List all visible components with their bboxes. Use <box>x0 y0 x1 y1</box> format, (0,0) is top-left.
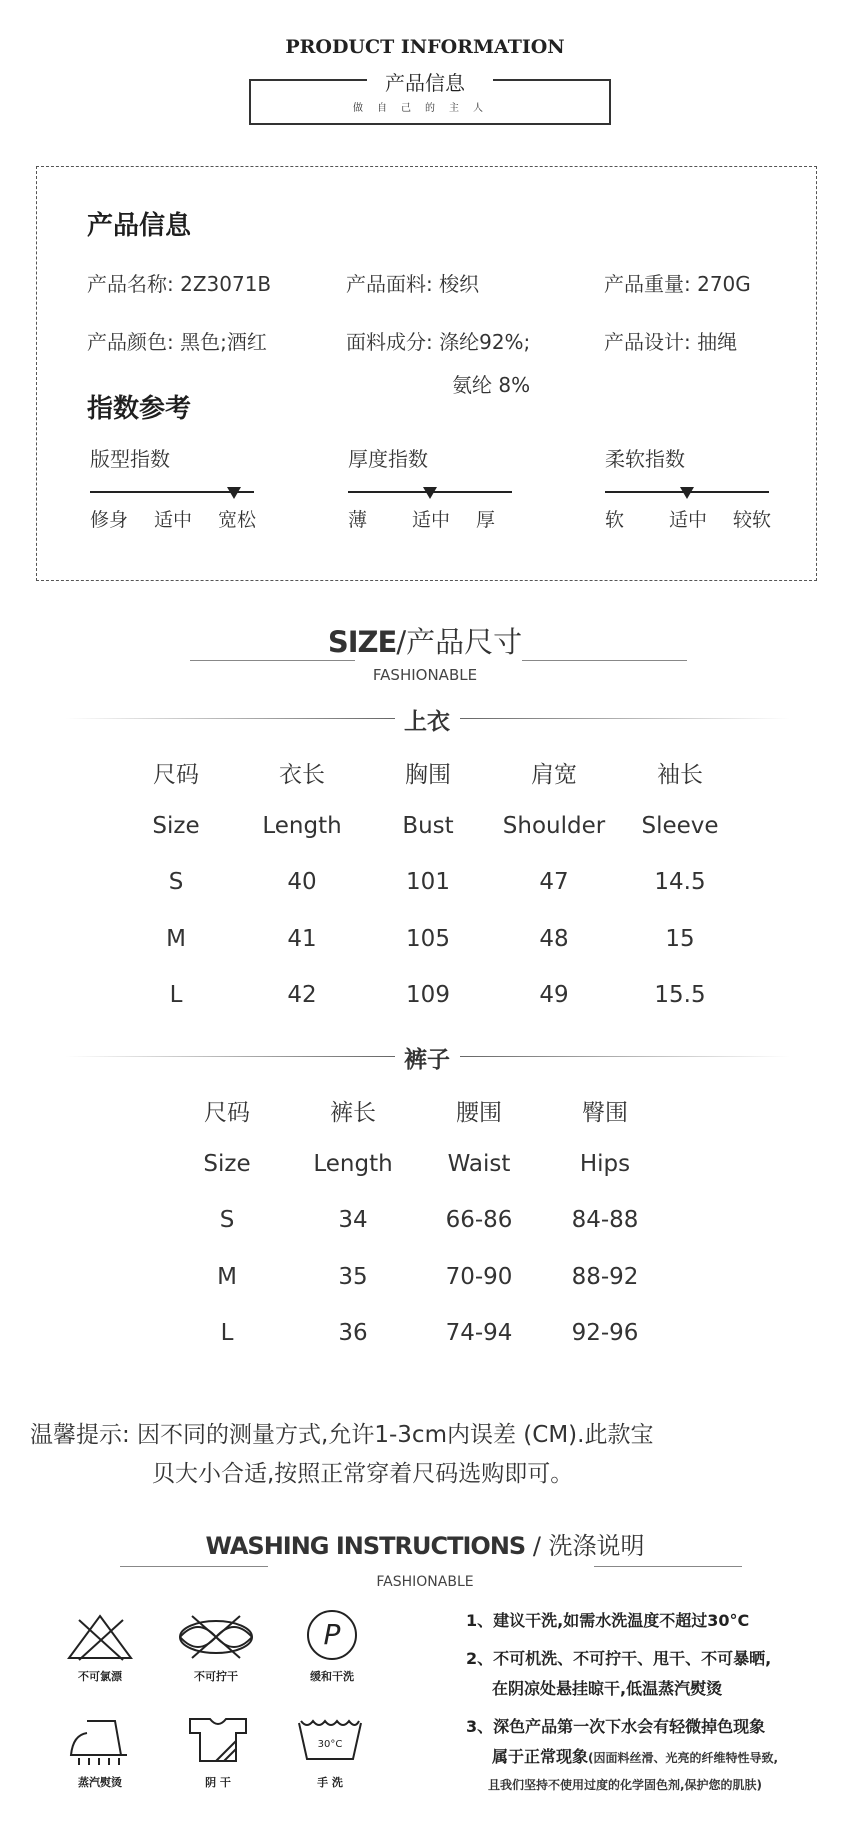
top-table-cell: 47 <box>539 869 569 895</box>
pants-table-cell: L <box>220 1320 234 1346</box>
info-field-color: 产品颜色: 黑色;酒红 <box>87 330 267 354</box>
index-scale-label: 较软 <box>733 509 772 531</box>
top-table-cell: 48 <box>539 925 569 952</box>
shade-dry-icon <box>186 1715 250 1765</box>
info-field-weight: 产品重量: 270G <box>604 272 751 296</box>
index-scale-label: 厚 <box>476 509 496 531</box>
wash-note-1: 1、建议干洗,如需水洗温度不超过30°C <box>466 1611 750 1630</box>
pants-table-cell: 66-86 <box>445 1207 513 1233</box>
top-header-cn-cell: 尺码 <box>153 762 199 788</box>
wash-note-3b: 属于正常现象(因面料丝滑、光亮的纤维特性导致, <box>492 1747 779 1766</box>
top-header-cn-cell: 袖长 <box>657 762 703 788</box>
hand-wash-icon <box>295 1715 365 1765</box>
top-header-cn-cell: 衣长 <box>279 762 325 788</box>
dry-clean-label: 缓和干洗 <box>310 1670 354 1683</box>
top-divider-left <box>65 718 395 719</box>
top-table-cell: 41 <box>287 925 317 952</box>
info-field-name: 产品名称: 2Z3071B <box>87 272 272 296</box>
top-table-cell: 105 <box>406 925 450 952</box>
pants-header-en-cell: Hips <box>579 1150 631 1177</box>
index-marker-2 <box>423 487 437 499</box>
index-scale-label: 适中 <box>412 509 451 531</box>
shade-dry-label: 阴 干 <box>205 1776 231 1789</box>
index-title-3: 柔软指数 <box>605 447 685 471</box>
top-category-label: 上衣 <box>404 709 450 735</box>
index-marker-3 <box>680 487 694 499</box>
wash-note-2b: 在阴凉处悬挂晾干,低温蒸汽熨烫 <box>492 1679 723 1698</box>
pants-divider-left <box>65 1056 395 1057</box>
info-field-composition: 面料成分: 涤纶92%; <box>346 330 531 354</box>
top-table-cell: 15 <box>665 925 695 952</box>
top-table-cell: 40 <box>287 869 317 895</box>
index-marker-1 <box>227 487 241 499</box>
tip-line-2: 贝大小合适,按照正常穿着尺码选购即可。 <box>152 1461 574 1487</box>
top-table-cell: S <box>168 869 184 895</box>
wash-note-2a: 2、不可机洗、不可拧干、甩干、不可暴晒, <box>466 1649 772 1668</box>
header-slogan: 做自己的主人 <box>353 103 497 114</box>
header-title-cn: 产品信息 <box>385 71 465 95</box>
pants-header-cn-cell: 臀围 <box>582 1100 628 1126</box>
info-field-composition-extra: 氨纶 8% <box>452 373 531 397</box>
pants-table-cell: S <box>219 1207 235 1233</box>
top-header-cn-cell: 肩宽 <box>531 762 577 788</box>
top-header-en-cell: Shoulder <box>502 812 606 839</box>
index-scale-label: 软 <box>605 509 625 531</box>
size-section-subtitle: FASHIONABLE <box>372 666 478 684</box>
index-scale-label: 宽松 <box>218 509 257 531</box>
pants-table-cell: 70-90 <box>445 1263 513 1290</box>
size-title-line-left <box>190 660 355 661</box>
pants-table-cell: 92-96 <box>571 1320 639 1346</box>
index-scale-label: 修身 <box>90 509 129 531</box>
pants-category-label: 裤子 <box>404 1047 450 1073</box>
top-table-cell: M <box>166 925 186 952</box>
pants-table-cell: 36 <box>338 1320 368 1346</box>
pants-header-en-cell: Waist <box>447 1150 511 1177</box>
size-section-title: SIZE/产品尺寸 <box>327 625 523 659</box>
no-wring-label: 不可拧干 <box>194 1670 238 1683</box>
info-field-fabric: 产品面料: 梭织 <box>346 272 480 296</box>
top-header-en-cell: Length <box>262 812 342 839</box>
pants-header-cn-cell: 腰围 <box>456 1100 502 1126</box>
no-bleach-label: 不可氯漂 <box>78 1670 122 1683</box>
top-header-cn-cell: 胸围 <box>405 762 451 788</box>
dry-clean-icon: P <box>307 1610 357 1660</box>
top-header-en-cell: Bust <box>402 812 454 839</box>
pants-table-cell: 35 <box>338 1263 368 1290</box>
index-scale-label: 薄 <box>348 509 368 531</box>
index-scale-label: 适中 <box>669 509 708 531</box>
top-table-cell: 15.5 <box>654 982 706 1008</box>
top-table-cell: 42 <box>287 982 317 1008</box>
size-title-line-right <box>522 660 687 661</box>
pants-header-en-cell: Size <box>203 1150 251 1177</box>
pants-table-cell: 88-92 <box>571 1263 639 1290</box>
steam-iron-icon <box>65 1715 135 1765</box>
top-header-en-cell: Sleeve <box>641 812 719 839</box>
wash-note-3a: 3、深色产品第一次下水会有轻微掉色现象 <box>466 1717 766 1736</box>
top-divider-right <box>460 718 790 719</box>
wash-note-3c: 且我们坚持不使用过度的化学固色剂,保护您的肌肤) <box>488 1778 763 1792</box>
top-table-cell: L <box>169 982 183 1008</box>
no-bleach-icon <box>65 1612 135 1662</box>
washing-subtitle: FASHIONABLE <box>376 1574 474 1590</box>
index-title-1: 版型指数 <box>90 447 170 471</box>
info-heading: 产品信息 <box>87 211 192 241</box>
pants-divider-right <box>460 1056 790 1057</box>
wash-line-right <box>594 1566 742 1567</box>
index-scale-label: 适中 <box>154 509 193 531</box>
washing-title: WASHING INSTRUCTIONS / 洗涤说明 <box>205 1532 645 1560</box>
index-title-2: 厚度指数 <box>348 447 428 471</box>
pants-header-cn-cell: 裤长 <box>330 1100 376 1126</box>
steam-iron-label: 蒸汽熨烫 <box>78 1776 122 1789</box>
pants-table-cell: 74-94 <box>445 1320 513 1346</box>
hand-wash-label: 手 洗 <box>317 1776 343 1789</box>
top-table-cell: 109 <box>406 982 450 1008</box>
svg-text:30°C: 30°C <box>317 1739 343 1750</box>
top-header-en-cell: Size <box>152 812 200 839</box>
index-heading: 指数参考 <box>87 394 192 424</box>
pants-table-cell: 34 <box>338 1207 368 1233</box>
pants-table-cell: M <box>217 1263 237 1290</box>
top-table-cell: 49 <box>539 982 569 1008</box>
header-title-en: PRODUCT INFORMATION <box>285 36 565 58</box>
tip-line-1: 温馨提示: 因不同的测量方式,允许1-3cm内误差 (CM).此款宝 <box>30 1422 654 1448</box>
wash-line-left <box>120 1566 268 1567</box>
pants-header-cn-cell: 尺码 <box>204 1100 250 1126</box>
top-table-cell: 14.5 <box>654 869 706 895</box>
top-table-cell: 101 <box>406 869 450 895</box>
info-field-design: 产品设计: 抽绳 <box>604 330 738 354</box>
no-wring-icon <box>176 1612 256 1662</box>
pants-header-en-cell: Length <box>313 1150 393 1177</box>
pants-table-cell: 84-88 <box>571 1207 639 1233</box>
